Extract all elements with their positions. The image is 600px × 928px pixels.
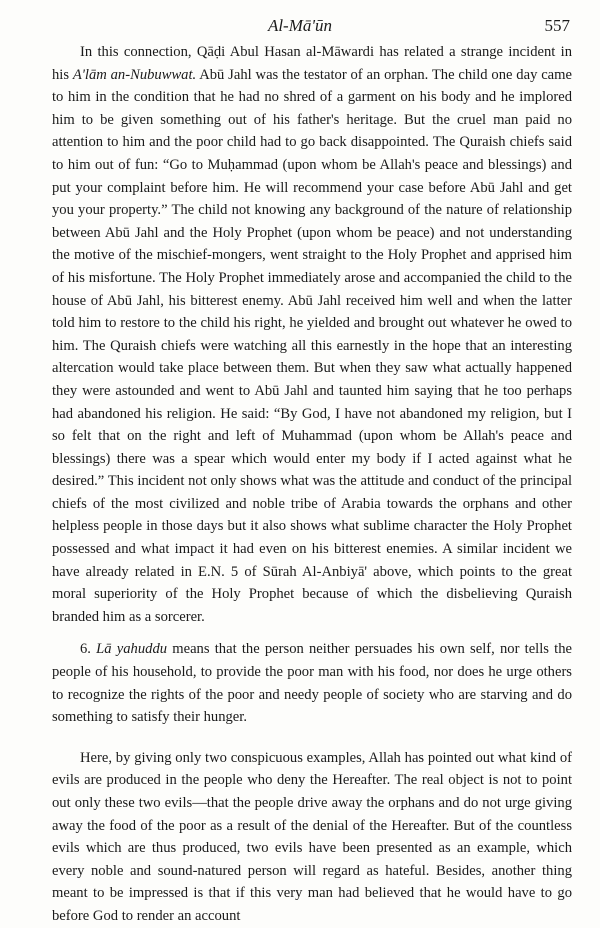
text-run: Here, by giving only two conspicuous examples, Allah has pointed out what kind of evils are produced in the people who deny the Hereafter. The real object is not to point out only these two evils—that the people drive away the orphans and do not urge giving away the food of the poor as a result of the denial of the Hereafter. But of the countless evils which are thus produced, two evils have been presented as an example, which every noble and sound-natured person will regard as hateful. Besides, another thing meant to be impressed is that if this very man had believed that he would have to go before God to render an account <box>52 749 572 924</box>
note-number: 6. <box>80 641 97 658</box>
text-run: means that the person neither persuades his own self, nor tells the people of his household, to provide the poor man with his food, nor does he urge others to recognize the rights of the poor and needy people of society who are starving and do something to satisfy their hunger. <box>52 641 572 726</box>
paragraph-note-6 <box>52 638 572 728</box>
text-run: In this connection, Qāḍi Abul Hasan al-Māwardi has related a strange incident in his <box>52 44 572 83</box>
paragraph-two-evils <box>52 747 572 928</box>
page-number: 557 <box>544 16 570 35</box>
page-body <box>52 41 572 928</box>
text-run: Abū Jahl was the testator of an orphan. The child one day came to him in the condition that he had no shred of a garment on his body and he implored him to be given something out of his father's heritage. But the cruel man paid no attention to him and the poor child had to go back disappointed. The Quraish chiefs said to him out of fun: “Go to Muḥammad (upon whom be Allah's peace and blessings) and put your complaint before him. He will recommend your case before Abū Jahl and get you your property.” The child not knowing any background of the nature of relationship between Abū Jahl and the Holy Prophet (upon whom be peace) and not understanding the motive of the mischief-mongers, went straight to the Holy Prophet and apprised him of his misfortune. The Holy Prophet immediately arose and accompanied the child to the house of Abū Jahl, his bitterest enemy. Abū Jahl received him well and when the latter told him to restore to the child his right, he yielded and brought out whatever he owed to him. The Quraish chiefs were watching all this earnestly in the hope that an interesting altercation would take place between them. But when they saw what actually happened they were astounded and went to Abū Jahl and taunted him saying that he too perhaps had abandoned his religion. He said: “By God, I have not abandoned my religion, but I so felt that on the right and left of Muhammad (upon whom be Allah's peace and blessings) there was a spear which would enter my body if I acted against what he desired.” This incident not only shows what was the attitude and conduct of the principal chiefs of the most civilized and noble tribe of Arabia towards the orphans and other helpless people in those days but it also shows what sublime character the Holy Prophet possessed and what impact it had even on his bitterest enemies. A similar incident we have already related in E.N. 5 of Sūrah Al-Anbiyā' above, which points to the great moral superiority of the Holy Prophet because of which the disbelieving Quraish branded him as a sorcerer. <box>52 66 572 625</box>
running-title: Al-Mā'ūn <box>267 16 333 35</box>
book-title-italic: A'lām an-Nubuwwat. <box>72 66 197 83</box>
arabic-term-italic: Lā yahuddu <box>96 641 168 658</box>
running-head <box>0 16 600 40</box>
paragraph-abu-jahl-incident <box>52 41 572 628</box>
